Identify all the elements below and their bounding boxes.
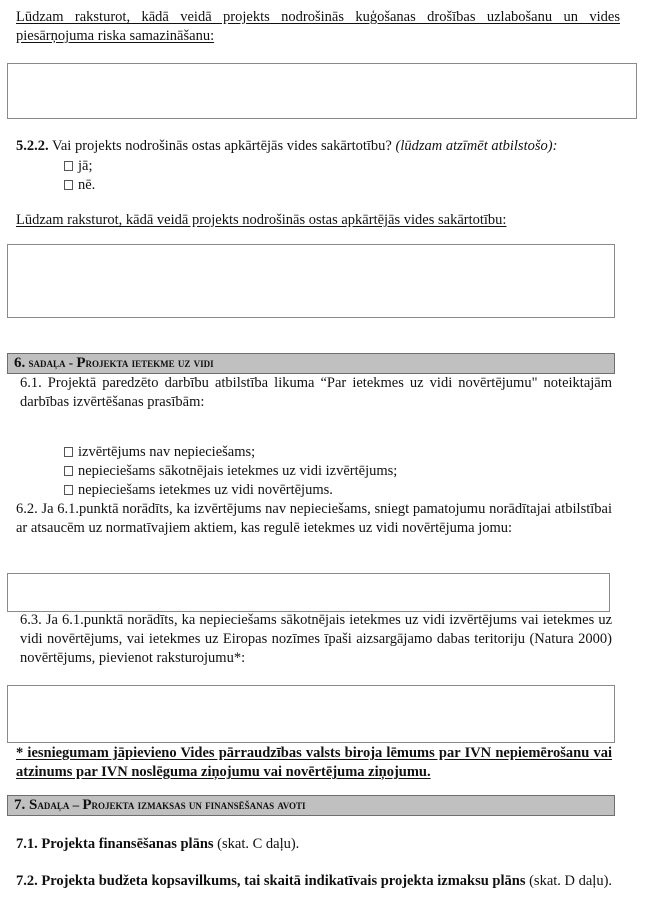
question-text: Vai projekts nodrošinās ostas apkārtējās vides sakārtotību? (48, 138, 396, 154)
q63-description-input[interactable] (7, 685, 615, 743)
section-title-initial: P (82, 797, 92, 813)
section-number: 7. (14, 797, 29, 813)
shipping-safety-input[interactable] (7, 63, 637, 119)
section-label-initial: S (29, 797, 38, 813)
option-label: izvērtējums nav nepieciešams; (78, 444, 256, 460)
option-label: nepieciešams sākotnējais ietekmes uz vidi izvērtējums; (78, 463, 398, 479)
footnote-ivn: * iesniegumam jāpievieno Vides pārraudzības valsts biroja lēmums par IVN nepiemērošanu vai atzinums par IVN noslēguma ziņojumu vai novērtējuma ziņojumu. (16, 745, 612, 780)
option-full-assessment[interactable] (64, 481, 397, 500)
q522-options (64, 157, 95, 195)
item-reference: (skat. D daļu). (525, 873, 613, 889)
section-title: rojekta izmaksas un finansēšanas avoti (91, 797, 306, 812)
port-environment-prompt: Lūdzam raksturot, kādā veidā projekts nodrošinās ostas apkārtējās vides sakārtotību: (16, 212, 507, 228)
question-6-3: 6.3. Ja 6.1.punktā norādīts, ka nepieciešams sākotnējais ietekmes uz vidi izvērtējums vai ietekmes uz vidi novērtējums, vai ietekmes uz Eiropas nozīmes īpaši aizsargājamo dabas teritoriju (Natura 2000) novērtējums, pievienot raksturojumu*: (20, 612, 612, 666)
section-title-initial: P (76, 355, 86, 371)
section-number: 6. (14, 355, 26, 371)
section-label: adaļa – (37, 797, 83, 812)
option-label: jā; (78, 158, 93, 174)
checkbox-icon[interactable] (64, 466, 73, 476)
item-title: 7.1. Projekta finansēšanas plāns (16, 836, 214, 852)
port-environment-input[interactable] (7, 244, 615, 318)
checkbox-icon[interactable] (64, 180, 73, 190)
item-reference: (skat. C daļu). (213, 836, 300, 852)
option-yes[interactable] (64, 157, 95, 176)
checkbox-icon[interactable] (64, 161, 73, 171)
checkbox-icon[interactable] (64, 447, 73, 457)
item-7-2 (16, 872, 616, 891)
q62-justification-input[interactable] (7, 573, 610, 612)
question-number: 5.2.2. (16, 138, 49, 154)
option-initial-assessment[interactable] (64, 462, 397, 481)
option-assessment-not-needed[interactable] (64, 443, 397, 462)
question-5-2-2 (16, 137, 636, 156)
item-title: 7.2. Projekta budžeta kopsavilkums, tai skaitā indikatīvais projekta izmaksu plāns (16, 873, 526, 889)
section-6-header (7, 353, 615, 374)
section-7-header (7, 795, 615, 816)
option-no[interactable] (64, 176, 95, 195)
question-hint: (lūdzam atzīmēt atbilstošo): (395, 138, 558, 154)
option-label: nepieciešams ietekmes uz vidi novērtējums. (78, 482, 333, 498)
option-label: nē. (78, 177, 96, 193)
shipping-safety-prompt: Lūdzam raksturot, kādā veidā projekts nodrošinās kuģošanas drošības uzlabošanu un vides piesārņojuma riska samazināšanu: (16, 9, 620, 44)
section-title: rojekta ietekme uz vidi (85, 355, 214, 370)
question-6-1: 6.1. Projektā paredzēto darbību atbilstība likuma “Par ietekmes uz vidi novērtējumu" noteiktajām darbības izvērtēšanas prasībām: (20, 375, 612, 410)
checkbox-icon[interactable] (64, 485, 73, 495)
q61-options (64, 443, 397, 500)
section-label: sadaļa - (25, 355, 77, 370)
item-7-1 (16, 835, 616, 854)
question-6-2: 6.2. Ja 6.1.punktā norādīts, ka izvērtējums nav nepieciešams, sniegt pamatojumu norādītajai atbilstībai ar atsaucēm uz normatīvajiem aktiem, kas regulē ietekmes uz vidi novērtējuma jomu: (16, 501, 612, 536)
